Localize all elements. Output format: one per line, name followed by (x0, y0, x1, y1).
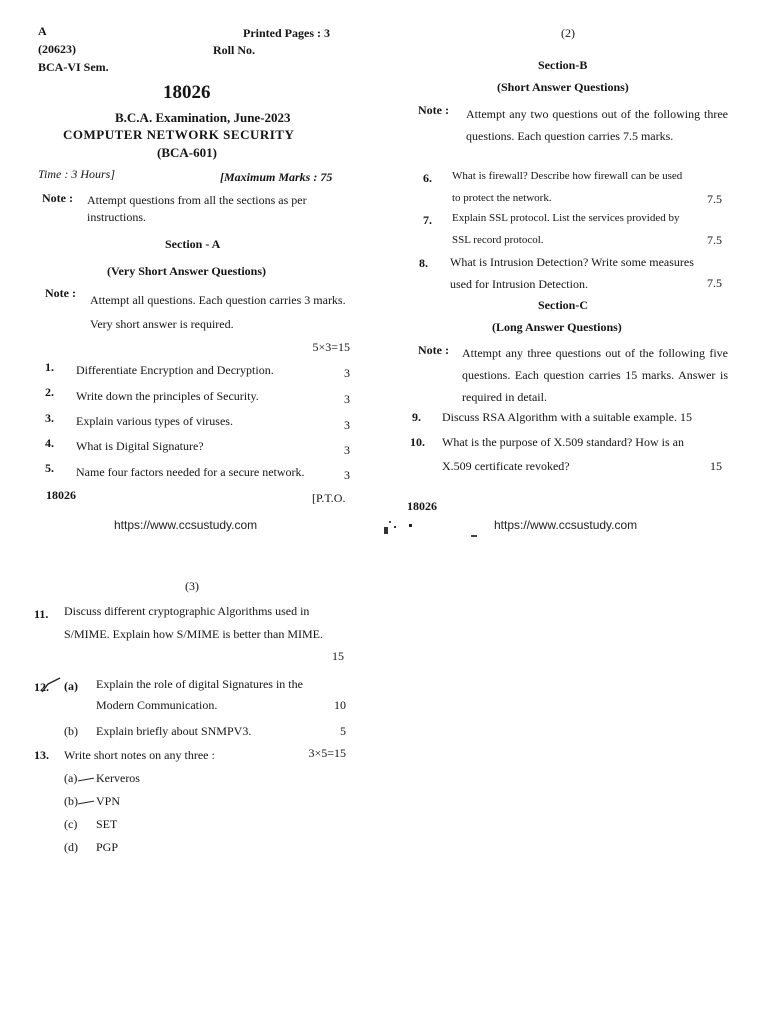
scan-dash-mark (471, 535, 477, 537)
question-marks: 3 (344, 366, 350, 380)
question-text: Name four factors needed for a secure network. (76, 465, 305, 479)
roll-no: Roll No. (213, 43, 255, 57)
question-marks: 15 (332, 649, 344, 663)
part-b-marks: 5 (340, 724, 346, 738)
part-a-text-line2: Modern Communication. (96, 698, 218, 712)
item-label: (b) (64, 794, 78, 808)
question-number: 10. (410, 435, 425, 449)
question-number: 6. (423, 171, 432, 185)
scan-smudge-mark (384, 518, 414, 538)
question-text: Differentiate Encryption and Decryption. (76, 363, 274, 377)
part-a-marks: 10 (334, 698, 346, 712)
exam-code: 18026 (163, 82, 211, 103)
printed-pages: Printed Pages : 3 (243, 26, 330, 40)
question-text-line2: X.509 certificate revoked? (442, 459, 570, 473)
question-text: Write short notes on any three : (64, 748, 215, 762)
section-b-note-label: Note : (418, 103, 449, 117)
question-marks: 3 (344, 468, 350, 482)
question-text-line1: Discuss different cryptographic Algorithms used in (64, 604, 310, 618)
question-marks: 15 (710, 459, 722, 473)
item-label: (c) (64, 817, 78, 831)
question-text: Write down the principles of Security. (76, 389, 259, 403)
question-marks: 3 (344, 392, 350, 406)
page-number: (3) (185, 579, 199, 593)
set-code: A (38, 24, 47, 38)
section-a-note-label: Note : (45, 286, 76, 300)
pto-label: [P.T.O. (312, 491, 346, 505)
question-number: 8. (419, 256, 428, 270)
question-text-line2: SSL record protocol. (452, 234, 544, 246)
section-b-title: Section-B (538, 58, 588, 72)
question-text: What is Digital Signature? (76, 439, 204, 453)
pen-strike-mark (78, 801, 94, 805)
question-marks: 7.5 (707, 192, 722, 206)
paper-code: (20623) (38, 42, 76, 56)
question-number: 4. (45, 436, 54, 450)
source-url[interactable]: https://www.ccsustudy.com (494, 518, 638, 532)
section-b-subtitle: (Short Answer Questions) (497, 80, 629, 94)
question-number: 9. (412, 410, 421, 424)
section-c-note-label: Note : (418, 343, 449, 357)
footer-code: 18026 (407, 499, 437, 513)
question-text-line1: What is the purpose of X.509 standard? How is an (442, 435, 684, 449)
course-code: (BCA-601) (157, 145, 217, 160)
item-label: (d) (64, 840, 78, 854)
question-number: 1. (45, 360, 54, 374)
item-text: VPN (96, 794, 121, 808)
item-label: (a) (64, 771, 78, 785)
section-a-subtitle: (Very Short Answer Questions) (107, 264, 267, 278)
part-b-text: Explain briefly about SNMPV3. (96, 724, 252, 738)
question-text-line1: What is firewall? Describe how firewall can be used (452, 170, 683, 182)
part-b-label: (b) (64, 724, 78, 738)
section-a-note: Attempt all questions. Each question carries 3 marks. Very short answer is required. (90, 293, 346, 331)
question-text-line1: Discuss RSA Algorithm with a suitable example. 15 (442, 410, 692, 424)
general-note: Attempt questions from all the sections as per instructions. (87, 193, 307, 224)
question-number: 3. (45, 411, 54, 425)
pen-tick-mark (40, 676, 62, 696)
question-number: 5. (45, 461, 54, 475)
question-number: 2. (45, 385, 54, 399)
item-text: PGP (96, 840, 119, 854)
time-allowed: Time : 3 Hours] (38, 167, 116, 181)
note-label: Note : (42, 191, 73, 205)
question-number: 11. (34, 607, 49, 621)
item-text: Kerveros (96, 771, 140, 785)
section-c-title: Section-C (538, 298, 588, 312)
question-number: 7. (423, 213, 432, 227)
question-marks: 3×5=15 (308, 746, 346, 760)
question-text-line2: used for Intrusion Detection. (450, 277, 588, 291)
exam-title: B.C.A. Examination, June-2023 (115, 110, 291, 125)
question-text-line2: to protect the network. (452, 192, 552, 204)
page-number: (2) (561, 26, 575, 40)
part-a-label: (a) (64, 679, 78, 693)
question-marks: 3 (344, 443, 350, 457)
section-a-title: Section - A (165, 237, 221, 251)
question-text: Explain various types of viruses. (76, 414, 233, 428)
section-c-subtitle: (Long Answer Questions) (492, 320, 622, 334)
question-text-line1: What is Intrusion Detection? Write some measures (450, 255, 694, 269)
question-number: 12. (34, 680, 49, 694)
class-label: BCA-VI Sem. (38, 60, 109, 74)
question-marks: 3 (344, 418, 350, 432)
question-marks: 7.5 (707, 276, 722, 290)
subject-title: COMPUTER NETWORK SECURITY (63, 127, 295, 142)
maximum-marks: [Maximum Marks : 75 (220, 170, 333, 184)
part-a-text-line1: Explain the role of digital Signatures in the (96, 677, 303, 691)
section-a-total: 5×3=15 (312, 340, 350, 354)
section-c-note: Attempt any three questions out of the following five questions. Each question carries 15 marks. Answer is required in detail. (462, 346, 728, 404)
source-url[interactable]: https://www.ccsustudy.com (114, 518, 258, 532)
pen-strike-mark (78, 778, 94, 782)
footer-code: 18026 (46, 488, 76, 502)
question-marks: 7.5 (707, 233, 722, 247)
question-text-line2: S/MIME. Explain how S/MIME is better than MIME. (64, 627, 323, 641)
section-b-note: Attempt any two questions out of the following three questions. Each question carries 7.5 marks. (466, 107, 728, 143)
item-text: SET (96, 817, 118, 831)
question-text-line1: Explain SSL protocol. List the services provided by (452, 212, 680, 224)
question-number: 13. (34, 748, 49, 762)
